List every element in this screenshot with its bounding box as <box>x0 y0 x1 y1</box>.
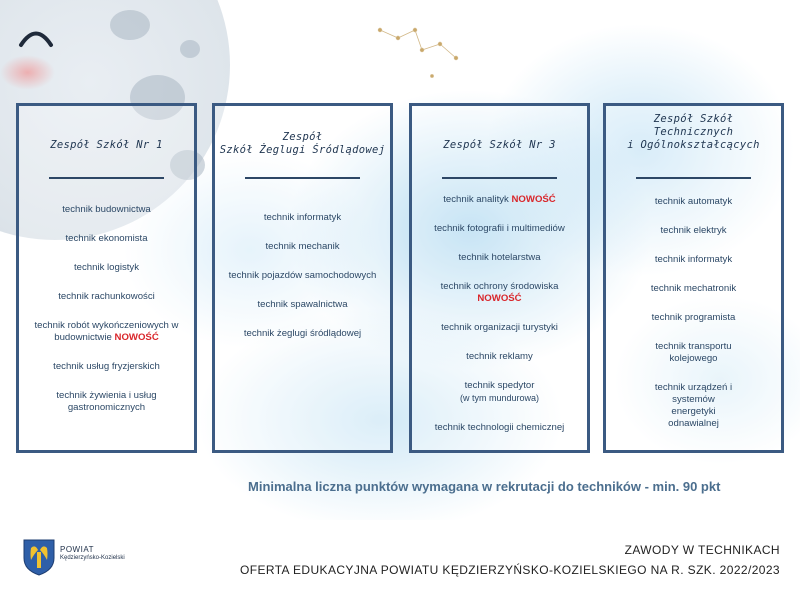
profession-item: technik ekonomista <box>65 233 148 244</box>
constellation-decoration <box>360 0 510 90</box>
profession-item: technik budownictwa <box>62 204 151 215</box>
school-panel-1 <box>16 103 197 453</box>
minimum-points-note: Minimalna liczna punktów wymagana w rekrutacji do techników - min. 90 pkt <box>248 479 721 494</box>
profession-item: technik spedytor (w tym mundurowa) <box>459 380 540 403</box>
profession-list <box>25 204 188 431</box>
profession-item: technik programista <box>651 312 736 323</box>
divider <box>636 177 751 179</box>
profession-item: technik urządzeń i systemów energetyki odnawialnej <box>654 382 733 429</box>
profession-item: technik ochrony środowiska NOWOŚĆ <box>440 281 559 304</box>
profession-item: technik usług fryzjerskich <box>53 361 160 372</box>
profession-item: technik elektryk <box>660 225 727 236</box>
powiat-coat-of-arms-icon <box>22 538 56 576</box>
moon-eye-icon <box>18 26 54 48</box>
school-title: Zespół Szkół Technicznych i Ogólnokształcących <box>627 113 760 151</box>
school-title: Zespół Szkół Nr 3 <box>443 139 556 151</box>
profession-item: technik analityk NOWOŚĆ <box>443 194 556 205</box>
profession-list <box>221 212 384 357</box>
profession-item: technik mechatronik <box>650 283 737 294</box>
school-title: Zespół Szkół Żeglugi Śródlądowej <box>219 131 386 156</box>
profession-item: technik fotografii i multimediów <box>434 223 565 234</box>
moon-blush <box>0 55 55 90</box>
profession-list <box>418 194 581 451</box>
profession-item: technik mechanik <box>265 241 340 252</box>
new-badge: NOWOŚĆ <box>511 194 556 205</box>
profession-item: technik żywienia i usług gastronomicznych <box>56 390 157 413</box>
school-panel-2 <box>212 103 393 453</box>
profession-item: technik reklamy <box>466 351 533 362</box>
powiat-name: POWIAT Kędzierzyńsko-Kozielski <box>60 545 125 561</box>
profession-item: technik informatyk <box>654 254 733 265</box>
profession-list <box>612 196 775 447</box>
divider <box>442 177 557 179</box>
profession-item: technik rachunkowości <box>58 291 155 302</box>
profession-item: technik automatyk <box>654 196 733 207</box>
profession-item: technik technologii chemicznej <box>434 422 565 433</box>
divider <box>245 177 360 179</box>
profession-item: technik żeglugi śródlądowej <box>243 328 362 339</box>
divider <box>49 177 164 179</box>
profession-item: technik organizacji turystyki <box>441 322 558 333</box>
new-badge: NOWOŚĆ <box>477 293 522 304</box>
profession-item: technik pojazdów samochodowych <box>228 270 377 281</box>
profession-item: technik robót wykończeniowych w budownictwie NOWOŚĆ <box>34 320 179 343</box>
profession-item: technik spawalnictwa <box>257 299 348 310</box>
footer-subtitle: OFERTA EDUKACYJNA POWIATU KĘDZIERZYŃSKO-KOZIELSKIEGO NA R. SZK. 2022/2023 <box>239 563 780 577</box>
profession-item: technik hotelarstwa <box>458 252 541 263</box>
school-panel-4 <box>603 103 784 453</box>
profession-item: technik logistyk <box>73 262 140 273</box>
new-badge: NOWOŚĆ <box>114 332 159 343</box>
profession-item: technik informatyk <box>263 212 342 223</box>
footer-title: ZAWODY W TECHNIKACH <box>624 543 780 557</box>
profession-item: technik transportu kolejowego <box>655 341 732 364</box>
school-panel-3 <box>409 103 590 453</box>
school-title: Zespół Szkół Nr 1 <box>50 139 163 151</box>
